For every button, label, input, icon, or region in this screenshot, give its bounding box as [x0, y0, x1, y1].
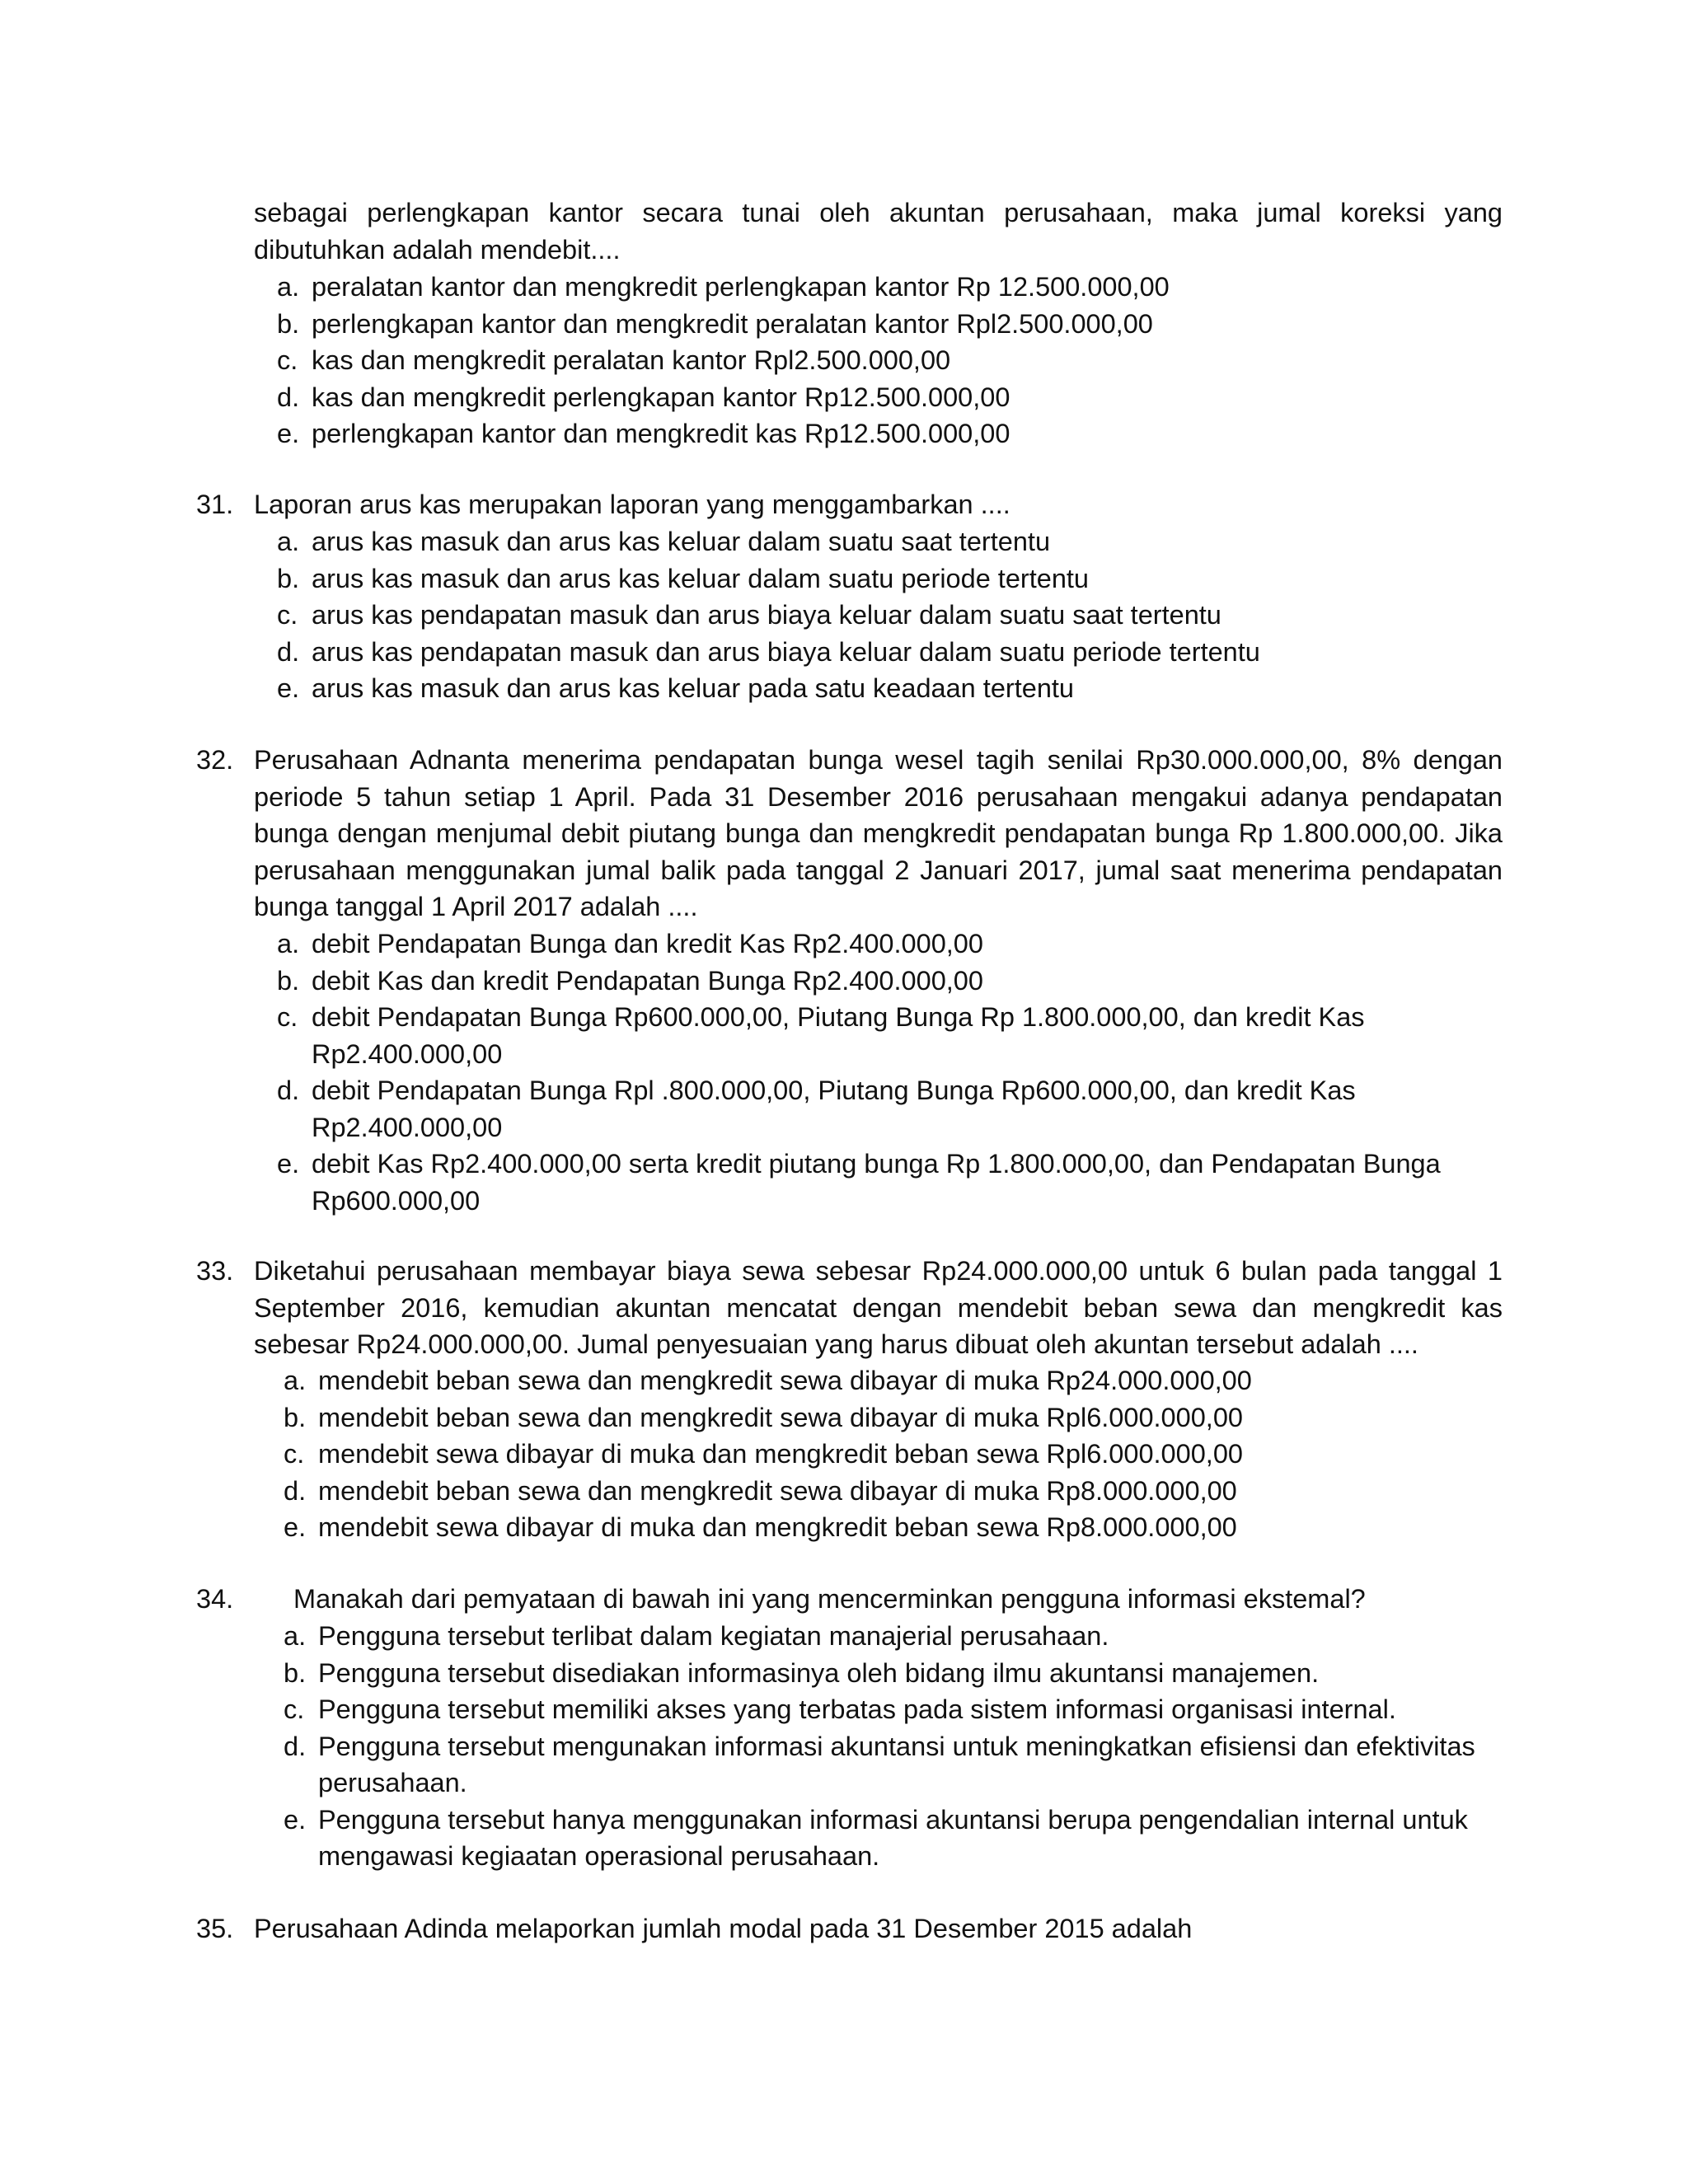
- option-letter: c.: [284, 1439, 305, 1469]
- option-text: Pengguna tersebut hanya menggunakan informasi akuntansi berupa pengendalian internal untuk mengawasi kegiaatan operasional perusahaan.: [318, 1804, 1468, 1871]
- q34-option-d: [284, 1728, 1512, 1802]
- option-text: Pengguna tersebut mengunakan informasi akuntansi untuk meningkatkan efisiensi dan efektivitas perusahaan.: [318, 1731, 1475, 1797]
- q30-option-b: [277, 306, 1505, 343]
- q33-option-a: [284, 1362, 1512, 1399]
- option-text: peralatan kantor dan mengkredit perlengkapan kantor Rp 12.500.000,00: [312, 272, 1170, 302]
- option-letter: a.: [277, 929, 300, 958]
- q33-option-b: [284, 1399, 1512, 1436]
- option-letter: d.: [284, 1475, 307, 1506]
- q30-option-c: [277, 342, 1505, 379]
- option-letter: e.: [277, 673, 300, 703]
- q34-options: [284, 1618, 1512, 1875]
- q32-option-d: [277, 1072, 1505, 1146]
- q34-option-a: [284, 1618, 1512, 1655]
- q31-number: 31.: [196, 490, 234, 519]
- option-letter: d.: [284, 1731, 307, 1761]
- option-text: arus kas pendapatan masuk dan arus biaya keluar dalam suatu periode tertentu: [312, 636, 1260, 667]
- option-text: mendebit sewa dibayar di muka dan mengkredit beban sewa Rpl6.000.000,00: [318, 1439, 1243, 1469]
- option-text: kas dan mengkredit perlengkapan kantor Rp12.500.000,00: [312, 382, 1010, 412]
- option-letter: e.: [284, 1512, 307, 1542]
- q30-option-d: [277, 379, 1505, 416]
- option-letter: a.: [284, 1621, 307, 1651]
- option-text: arus kas masuk dan arus kas keluar dalam suatu saat tertentu: [312, 527, 1051, 556]
- option-text: arus kas pendapatan masuk dan arus biaya keluar dalam suatu saat tertentu: [312, 600, 1221, 630]
- option-letter: d.: [277, 382, 300, 412]
- option-text: debit Pendapatan Bunga Rpl .800.000,00, Piutang Bunga Rp600.000,00, dan kredit Kas Rp2.400.000,00: [312, 1076, 1356, 1142]
- option-text: mendebit beban sewa dan mengkredit sewa dibayar di muka Rpl6.000.000,00: [318, 1402, 1243, 1432]
- q35-number: 35.: [196, 1914, 234, 1943]
- q32-option-c: [277, 999, 1505, 1072]
- option-letter: c.: [284, 1694, 305, 1724]
- q31-option-d: [277, 634, 1505, 671]
- option-letter: c.: [277, 600, 298, 630]
- option-text: debit Pendapatan Bunga Rp600.000,00, Piutang Bunga Rp 1.800.000,00, dan kredit Kas Rp2.400.000,00: [312, 1002, 1365, 1069]
- option-letter: e.: [277, 419, 300, 448]
- q31-options: [277, 523, 1505, 707]
- q34-option-e: [284, 1802, 1512, 1875]
- q34-number: 34.: [196, 1584, 234, 1614]
- q33-option-c: [284, 1436, 1512, 1473]
- option-text: Pengguna tersebut memiliki akses yang terbatas pada sistem informasi organisasi internal.: [318, 1694, 1396, 1724]
- option-letter: e.: [277, 1149, 300, 1179]
- q30-option-a: [277, 269, 1505, 306]
- option-text: Pengguna tersebut disediakan informasinya oleh bidang ilmu akuntansi manajemen.: [318, 1657, 1320, 1688]
- q32-option-e: [277, 1146, 1505, 1219]
- q31-option-c: [277, 597, 1505, 634]
- q31-option-a: [277, 523, 1505, 560]
- q32-option-a: [277, 926, 1505, 963]
- q30-stem: sebagai perlengkapan kantor secara tunai oleh akuntan perusahaan, maka jumal koreksi yang dibutuhkan adalah mendebit....: [254, 198, 1503, 265]
- q31-option-b: [277, 560, 1505, 598]
- q32-options: [277, 926, 1505, 1219]
- option-text: arus kas masuk dan arus kas keluar dalam suatu periode tertentu: [312, 563, 1090, 593]
- option-letter: a.: [277, 527, 300, 556]
- option-text: Pengguna tersebut terlibat dalam kegiatan manajerial perusahaan.: [318, 1621, 1109, 1651]
- option-text: mendebit sewa dibayar di muka dan mengkredit beban sewa Rp8.000.000,00: [318, 1512, 1237, 1542]
- option-letter: a.: [284, 1366, 307, 1395]
- option-letter: b.: [277, 308, 300, 339]
- option-letter: c.: [277, 345, 298, 375]
- option-letter: c.: [277, 1002, 298, 1032]
- option-text: debit Kas Rp2.400.000,00 serta kredit piutang bunga Rp 1.800.000,00, dan Pendapatan Bunga Rp600.000,00: [312, 1149, 1441, 1216]
- option-text: debit Pendapatan Bunga dan kredit Kas Rp2.400.000,00: [312, 929, 983, 958]
- q33-options: [284, 1362, 1512, 1546]
- q34-option-c: [284, 1691, 1512, 1728]
- option-letter: a.: [277, 272, 300, 302]
- q34-option-b: [284, 1655, 1512, 1692]
- q30-options: [277, 269, 1505, 452]
- q33-stem: Diketahui perusahaan membayar biaya sewa sebesar Rp24.000.000,00 untuk 6 bulan pada tanggal 1 September 2016, kemudian akuntan mencatat dengan mendebit beban sewa dan mengkredit kas sebesar Rp24.000.000,00. Jumal penyesuaian yang harus dibuat oleh akuntan tersebut adalah ....: [254, 1256, 1503, 1359]
- q33-number: 33.: [196, 1256, 234, 1286]
- q32-option-b: [277, 963, 1505, 1000]
- q33-option-e: [284, 1509, 1512, 1546]
- option-letter: b.: [284, 1402, 307, 1432]
- option-text: perlengkapan kantor dan mengkredit kas Rp12.500.000,00: [312, 419, 1010, 448]
- q31-option-e: [277, 670, 1505, 707]
- q35-stem: Perusahaan Adinda melaporkan jumlah modal pada 31 Desember 2015 adalah: [254, 1914, 1193, 1943]
- q33-option-d: [284, 1473, 1512, 1510]
- q32-number: 32.: [196, 745, 234, 775]
- option-letter: b.: [277, 563, 300, 593]
- option-text: kas dan mengkredit peralatan kantor Rpl2.500.000,00: [312, 345, 951, 375]
- option-text: mendebit beban sewa dan mengkredit sewa dibayar di muka Rp8.000.000,00: [318, 1475, 1237, 1506]
- option-letter: d.: [277, 636, 300, 667]
- option-text: mendebit beban sewa dan mengkredit sewa dibayar di muka Rp24.000.000,00: [318, 1366, 1252, 1395]
- option-letter: d.: [277, 1076, 300, 1105]
- q30-option-e: [277, 415, 1505, 452]
- option-letter: b.: [284, 1657, 307, 1688]
- option-letter: b.: [277, 965, 300, 996]
- option-text: debit Kas dan kredit Pendapatan Bunga Rp2.400.000,00: [312, 965, 983, 996]
- option-text: perlengkapan kantor dan mengkredit peralatan kantor Rpl2.500.000,00: [312, 308, 1153, 339]
- q32-stem: Perusahaan Adnanta menerima pendapatan bunga wesel tagih senilai Rp30.000.000,00, 8% dengan periode 5 tahun setiap 1 April. Pada 31 Desember 2016 perusahaan mengakui adanya pendapatan bunga dengan menjumal debit piutang bunga dan mengkredit pendapatan bunga Rp 1.800.000,00. Jika perusahaan menggunakan jumal balik pada tanggal 2 Januari 2017, jumal saat menerima pendapatan bunga tanggal 1 April 2017 adalah ....: [254, 745, 1503, 921]
- q31-stem: Laporan arus kas merupakan laporan yang menggambarkan ....: [254, 490, 1010, 519]
- q34-stem: Manakah dari pemyataan di bawah ini yang mencerminkan pengguna informasi ekstemal?: [293, 1584, 1366, 1614]
- option-letter: e.: [284, 1804, 307, 1835]
- option-text: arus kas masuk dan arus kas keluar pada satu keadaan tertentu: [312, 673, 1074, 703]
